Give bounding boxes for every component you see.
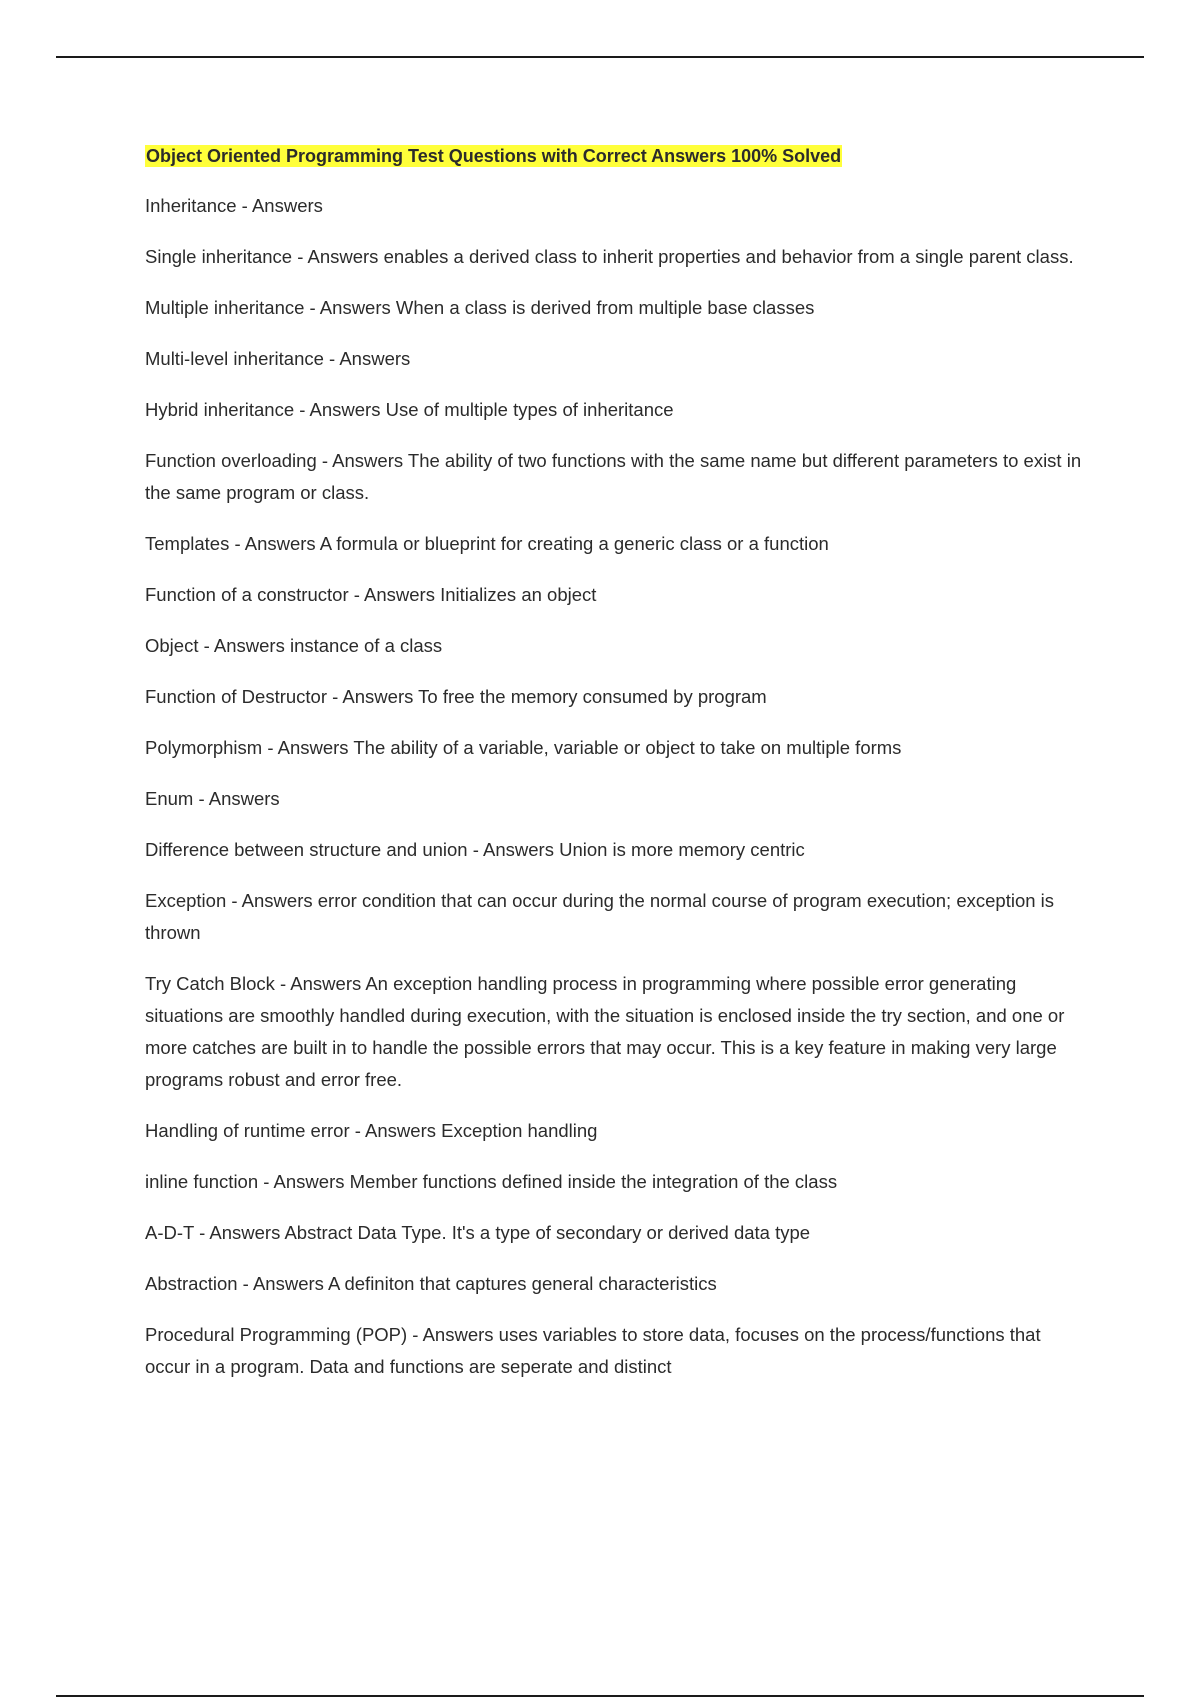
document-body <box>145 144 1085 1402</box>
qa-item: Hybrid inheritance - Answers Use of multiple types of inheritance <box>145 399 674 420</box>
qa-item: Try Catch Block - Answers An exception handling process in programming where possible error generating situations are smoothly handled during execution, with the situation is enclosed inside the try section, and one or more catches are built in to handle the possible errors that may occur. This is a key feature in making very large programs robust and error free. <box>145 973 1065 1090</box>
document-title <box>145 144 1085 168</box>
qa-item: Exception - Answers error condition that can occur during the normal course of program execution; exception is thrown <box>145 890 1055 943</box>
qa-list <box>145 190 1085 1383</box>
qa-item: Handling of runtime error - Answers Exception handling <box>145 1120 598 1141</box>
qa-item: Multi-level inheritance - Answers <box>145 348 411 369</box>
header-rule <box>56 56 1144 58</box>
highlighted-title-text: Object Oriented Programming Test Questions with Correct Answers 100% Solved <box>146 146 842 166</box>
qa-item: Enum - Answers <box>145 788 280 809</box>
qa-item: Inheritance - Answers <box>145 195 323 216</box>
qa-item: Abstraction - Answers A definiton that captures general characteristics <box>145 1273 717 1294</box>
qa-item: Templates - Answers A formula or blueprint for creating a generic class or a function <box>145 533 829 554</box>
qa-item: Single inheritance - Answers enables a derived class to inherit properties and behavior from a single parent class. <box>145 246 1074 267</box>
qa-item: Difference between structure and union - Answers Union is more memory centric <box>145 839 805 860</box>
qa-item: Procedural Programming (POP) - Answers uses variables to store data, focuses on the process/functions that occur in a program. Data and functions are seperate and distinct <box>145 1324 1041 1377</box>
qa-item: Object - Answers instance of a class <box>145 635 443 656</box>
qa-item: Polymorphism - Answers The ability of a variable, variable or object to take on multiple forms <box>145 737 902 758</box>
footer-rule <box>56 1695 1144 1697</box>
qa-item: Function of Destructor - Answers To free the memory consumed by program <box>145 686 767 707</box>
qa-item: Function of a constructor - Answers Initializes an object <box>145 584 597 605</box>
qa-item: inline function - Answers Member functions defined inside the integration of the class <box>145 1171 838 1192</box>
qa-item: A-D-T - Answers Abstract Data Type. It's a type of secondary or derived data type <box>145 1222 811 1243</box>
qa-item: Function overloading - Answers The ability of two functions with the same name but different parameters to exist in the same program or class. <box>145 450 1082 503</box>
qa-item: Multiple inheritance - Answers When a class is derived from multiple base classes <box>145 297 815 318</box>
